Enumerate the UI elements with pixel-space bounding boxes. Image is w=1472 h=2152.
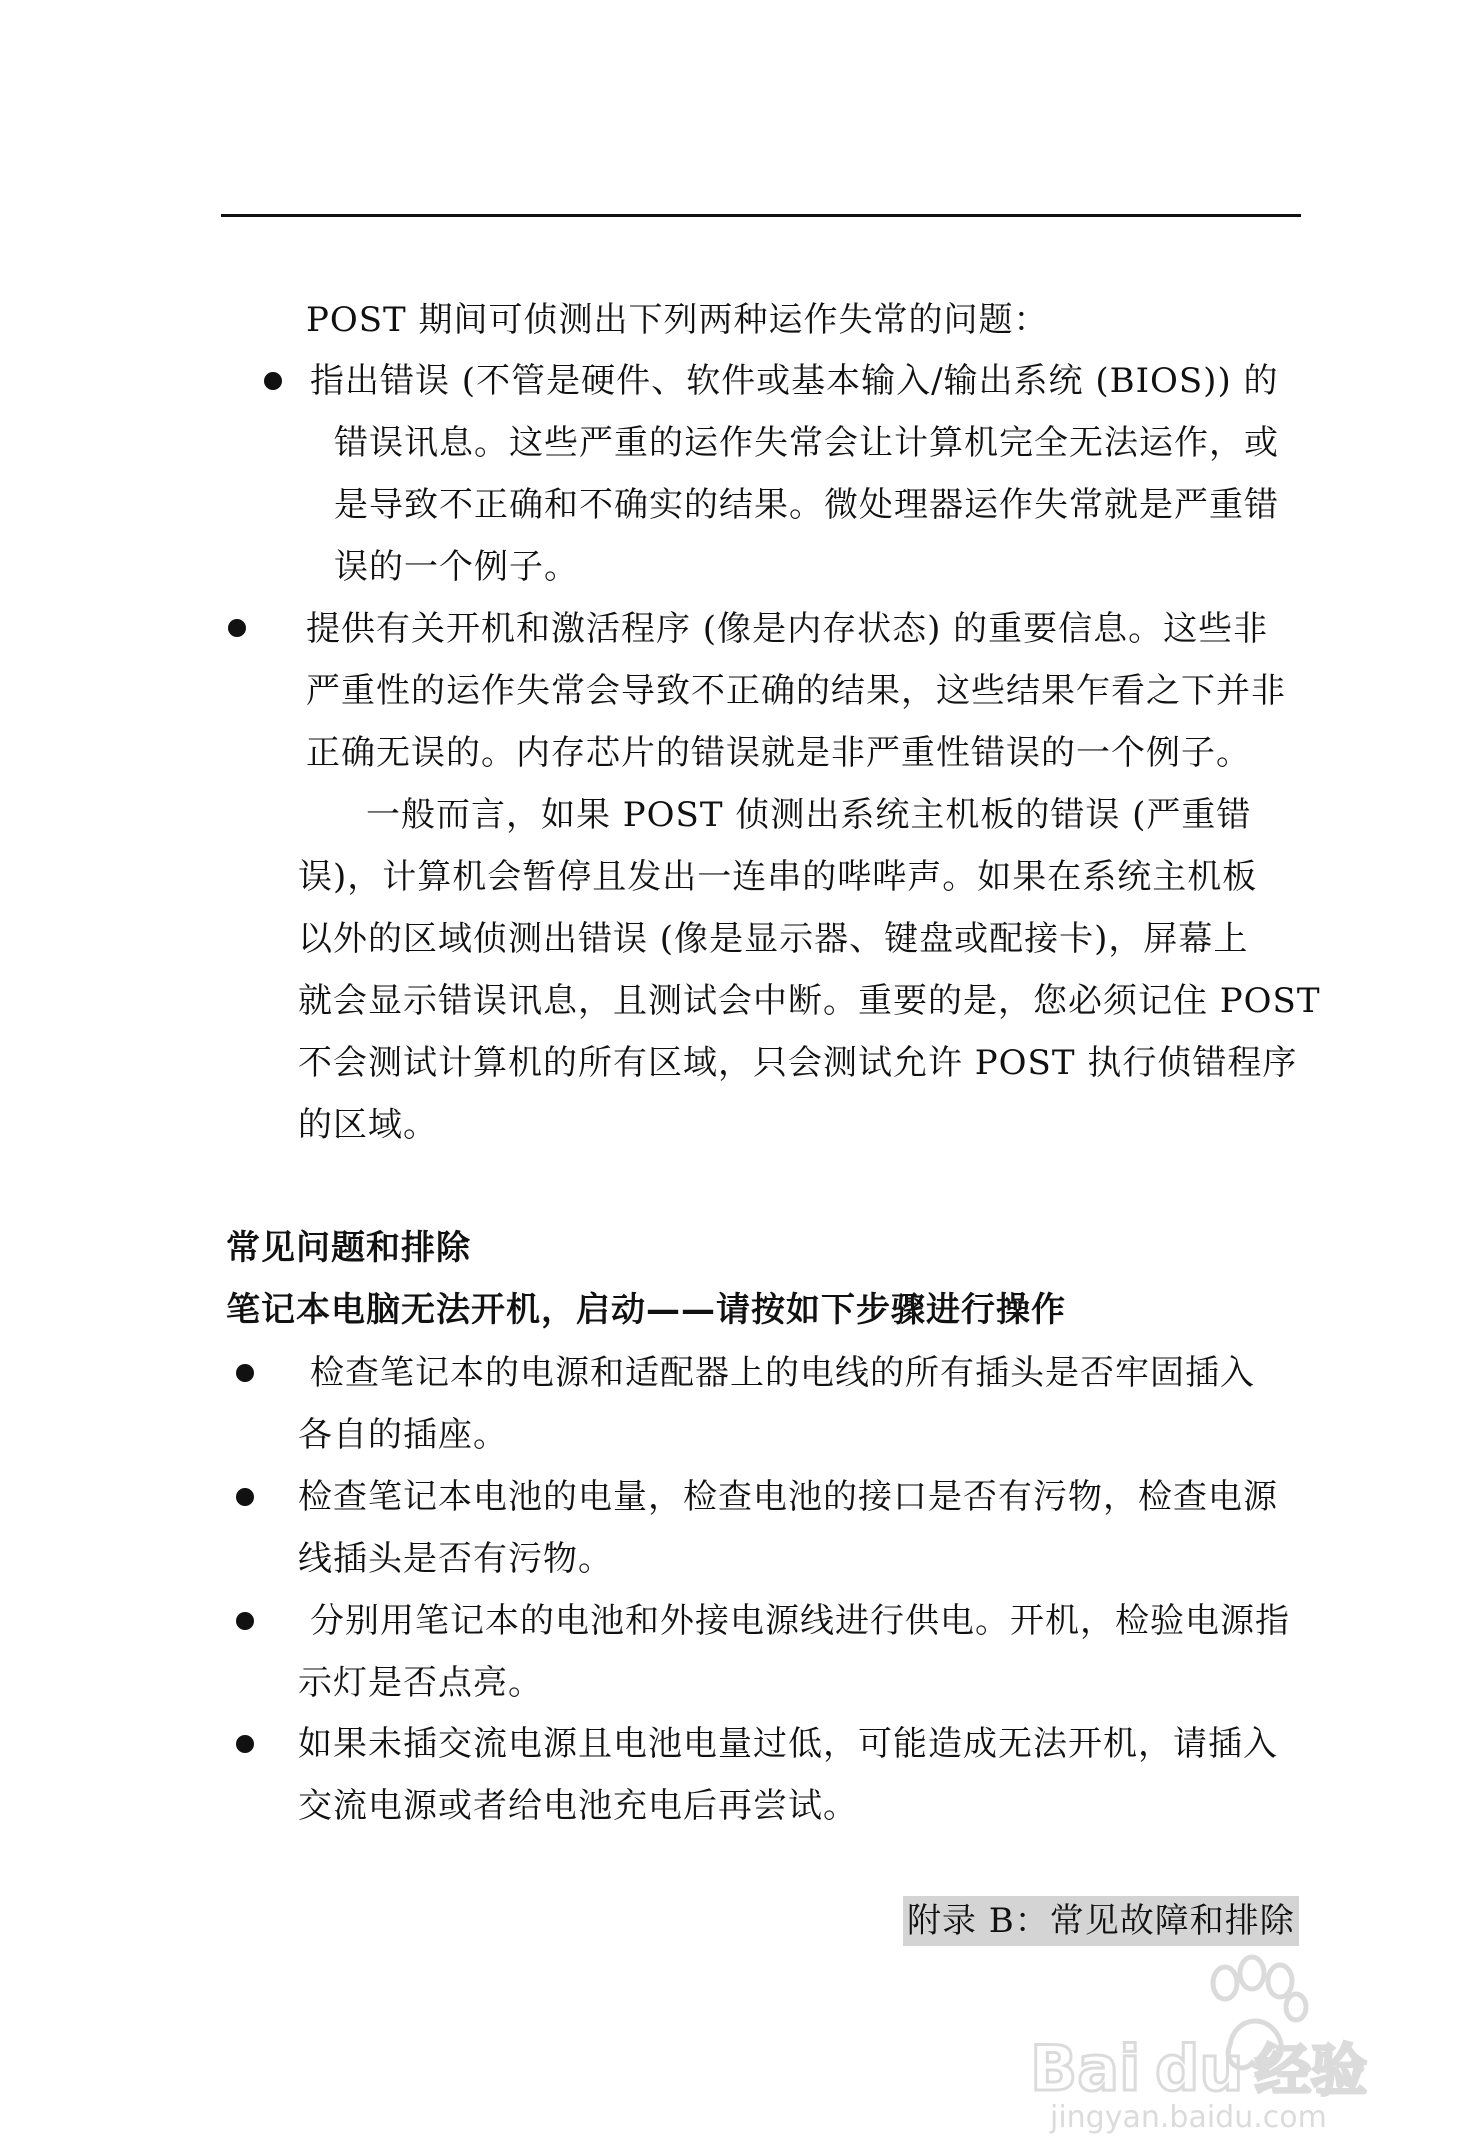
bullet-dot (236, 1488, 254, 1506)
svg-text:jingyan.baidu.com: jingyan.baidu.com (1050, 2100, 1327, 2135)
bullet-dot (236, 1735, 254, 1753)
step-4-line-1: 如果未插交流电源且电池电量过低，可能造成无法开机，请插入 (298, 1724, 1278, 1764)
post-bullet-1-line-3: 是导致不正确和不确实的结果。微处理器运作失常就是严重错 (334, 485, 1279, 525)
bullet-dot (228, 619, 246, 637)
step-3-line-2: 示灯是否点亮。 (298, 1663, 543, 1703)
post-bullet-2-line-1: 提供有关开机和激活程序 (像是内存状态) 的重要信息。这些非 (306, 609, 1269, 649)
bullet-dot (264, 372, 282, 390)
paragraph-line-2: 误)，计算机会暂停且发出一连串的哔哔声。如果在系统主机板 (298, 857, 1258, 897)
section-title: 常见问题和排除 (226, 1228, 471, 1268)
svg-text:Bai: Bai (1030, 2032, 1141, 2105)
paragraph-line-6: 的区域。 (298, 1105, 438, 1145)
step-3-line-1: 分别用笔记本的电池和外接电源线进行供电。开机，检验电源指 (310, 1601, 1290, 1641)
svg-text:du: du (1155, 2032, 1244, 2105)
svg-text:经验: 经验 (1255, 2039, 1367, 2104)
post-bullet-2-line-2: 严重性的运作失常会导致不正确的结果，这些结果乍看之下并非 (306, 671, 1286, 711)
bullet-dot (236, 1612, 254, 1630)
section-subtitle: 笔记本电脑无法开机，启动——请按如下步骤进行操作 (226, 1290, 1066, 1330)
paragraph-line-1: 一般而言，如果 POST 侦测出系统主机板的错误 (严重错 (366, 795, 1252, 835)
intro-text: POST 期间可侦测出下列两种运作失常的问题： (306, 300, 1049, 340)
step-1-line-2: 各自的插座。 (298, 1415, 508, 1455)
step-2-line-1: 检查笔记本电池的电量，检查电池的接口是否有污物，检查电源 (298, 1477, 1278, 1517)
header-rule (221, 214, 1301, 217)
paragraph-line-3: 以外的区域侦测出错误 (像是显示器、键盘或配接卡)，屏幕上 (298, 919, 1249, 959)
step-4-line-2: 交流电源或者给电池充电后再尝试。 (298, 1786, 858, 1826)
paragraph-line-4: 就会显示错误讯息，且测试会中断。重要的是，您必须记住 POST (298, 981, 1321, 1021)
post-bullet-1-line-2: 错误讯息。这些严重的运作失常会让计算机完全无法运作，或 (334, 423, 1279, 463)
appendix-label: 附录 B：常见故障和排除 (903, 1896, 1299, 1946)
post-bullet-1-line-4: 误的一个例子。 (334, 547, 579, 587)
paragraph-line-5: 不会测试计算机的所有区域，只会测试允许 POST 执行侦错程序 (298, 1043, 1298, 1083)
step-2-line-2: 线插头是否有污物。 (298, 1539, 613, 1579)
baidu-jingyan-watermark (1030, 1935, 1430, 2135)
bullet-dot (236, 1364, 254, 1382)
post-bullet-2-line-3: 正确无误的。内存芯片的错误就是非严重性错误的一个例子。 (306, 733, 1251, 773)
post-bullet-1-line-1: 指出错误 (不管是硬件、软件或基本输入/输出系统 (BIOS)) 的 (310, 361, 1279, 401)
step-1-line-1: 检查笔记本的电源和适配器上的电线的所有插头是否牢固插入 (310, 1353, 1255, 1393)
